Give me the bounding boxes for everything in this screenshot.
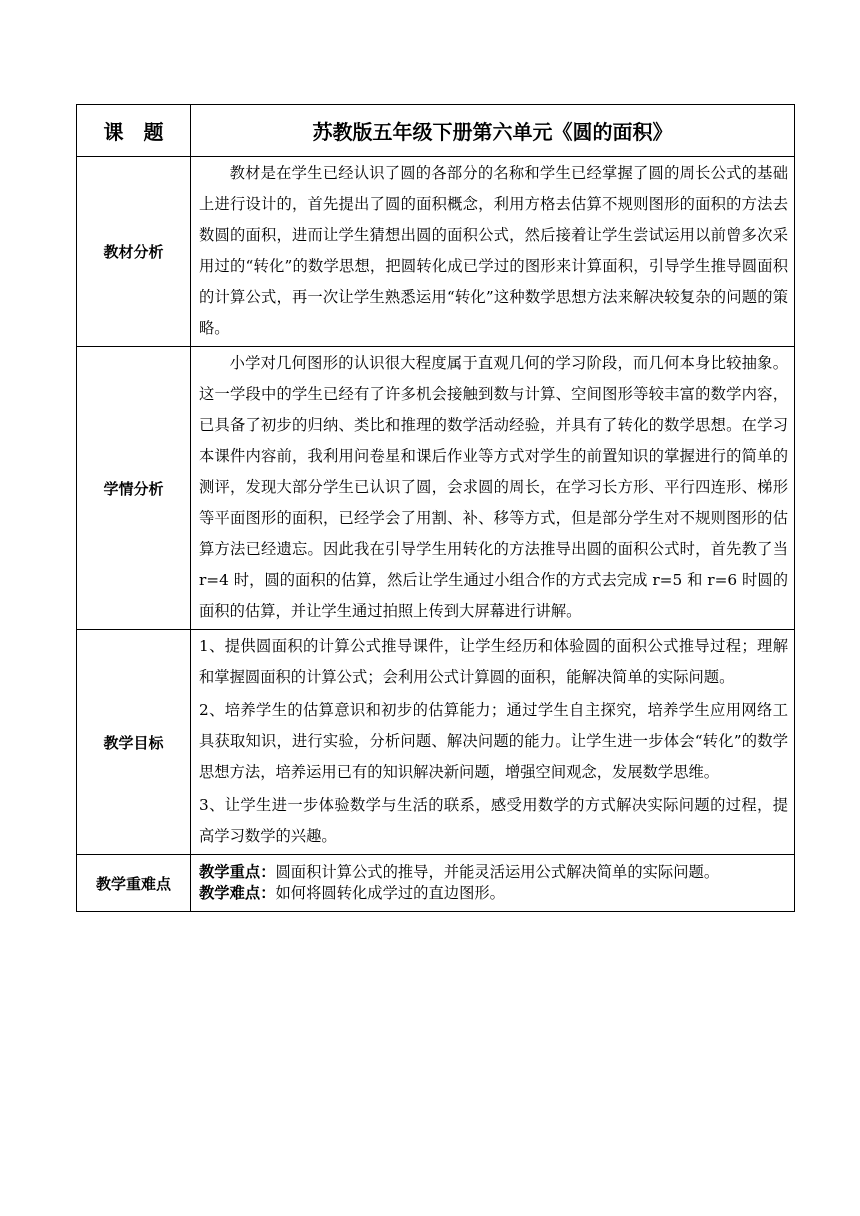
topic-title: 苏教版五年级下册第六单元《圆的面积》 — [191, 105, 795, 157]
material-analysis-row — [77, 157, 795, 347]
material-analysis-content — [191, 157, 795, 347]
learner-analysis-row — [77, 347, 795, 630]
topic-row — [77, 105, 795, 157]
topic-label: 课 题 — [77, 105, 191, 157]
key-points-row — [77, 855, 795, 912]
material-analysis-paragraph: 教材是在学生已经认识了圆的各部分的名称和学生已经掌握了圆的周长公式的基础上进行设计的，首先提出了圆的面积概念，利用方格去估算不规则图形的面积的方法去数圆的面积，进而让学生猜想出圆的面积公式，然后接着让学生尝试运用以前曾多次采用过的“转化”的数学思想，把圆转化成已学过的图形来计算面积，引导学生推导圆面积的计算公式，再一次让学生熟悉运用“转化”这种数学思想方法来解决较复杂的问题的策略。 — [199, 164, 788, 337]
learner-analysis-paragraph: 小学对几何图形的认识很大程度属于直观几何的学习阶段，而几何本身比较抽象。这一学段中的学生已经有了许多机会接触到数与计算、空间图形等较丰富的数学内容，已具备了初步的归纳、类比和推理的数学活动经验，并具有了转化的数学思想。在学习本课件内容前，我利用问卷星和课后作业等方式对学生的前置知识的掌握进行的简单的测评，发现大部分学生已认识了圆，会求圆的周长，在学习长方形、平行四连形、梯形等平面图形的面积，已经学会了用割、补、移等方式，但是部分学生对不规则图形的估算方法已经遗忘。因此我在引导学生用转化的方法推导出圆的面积公式时，首先教了当 r=4 时，圆的面积的估算，然后让学生通过小组合作的方式去完成 r=5 和 r=6 时圆的面积的估算，并让学生通过拍照上传到大屏幕进行讲解。 — [199, 354, 788, 620]
learner-analysis-label: 学情分析 — [77, 347, 191, 630]
key-point-text: 圆面积计算公式的推导，并能灵活运用公式解决简单的实际问题。 — [275, 863, 720, 881]
key-point-label: 教学重点： — [199, 863, 276, 881]
difficulty-label: 教学难点： — [199, 884, 276, 902]
key-points-label: 教学重难点 — [77, 855, 191, 912]
teaching-goal-2: 2、培养学生的估算意识和初步的估算能力；通过学生自主探究，培养学生应用网络工具获取知识，进行实验，分析问题、解决问题的能力。让学生进一步体会“转化”的数学思想方法，培养运用已有的知识解决新问题，增强空间观念，发展数学思维。 — [199, 701, 788, 781]
lesson-plan-table — [76, 104, 795, 912]
teaching-goals-row — [77, 630, 795, 855]
key-point-line — [199, 862, 788, 883]
teaching-goals-content — [191, 630, 795, 855]
difficulty-text: 如何将圆转化成学过的直边图形。 — [275, 884, 505, 902]
teaching-goals-label: 教学目标 — [77, 630, 191, 855]
teaching-goal-1: 1、提供圆面积的计算公式推导课件，让学生经历和体验圆的面积公式推导过程；理解和掌握圆面积的计算公式；会利用公式计算圆的面积，能解决简单的实际问题。 — [199, 637, 788, 686]
material-analysis-label: 教材分析 — [77, 157, 191, 347]
teaching-goal-3: 3、让学生进一步体验数学与生活的联系，感受用数学的方式解决实际问题的过程，提高学习数学的兴趣。 — [199, 796, 788, 845]
key-points-content — [191, 855, 795, 912]
difficulty-line — [199, 883, 788, 904]
learner-analysis-content — [191, 347, 795, 630]
